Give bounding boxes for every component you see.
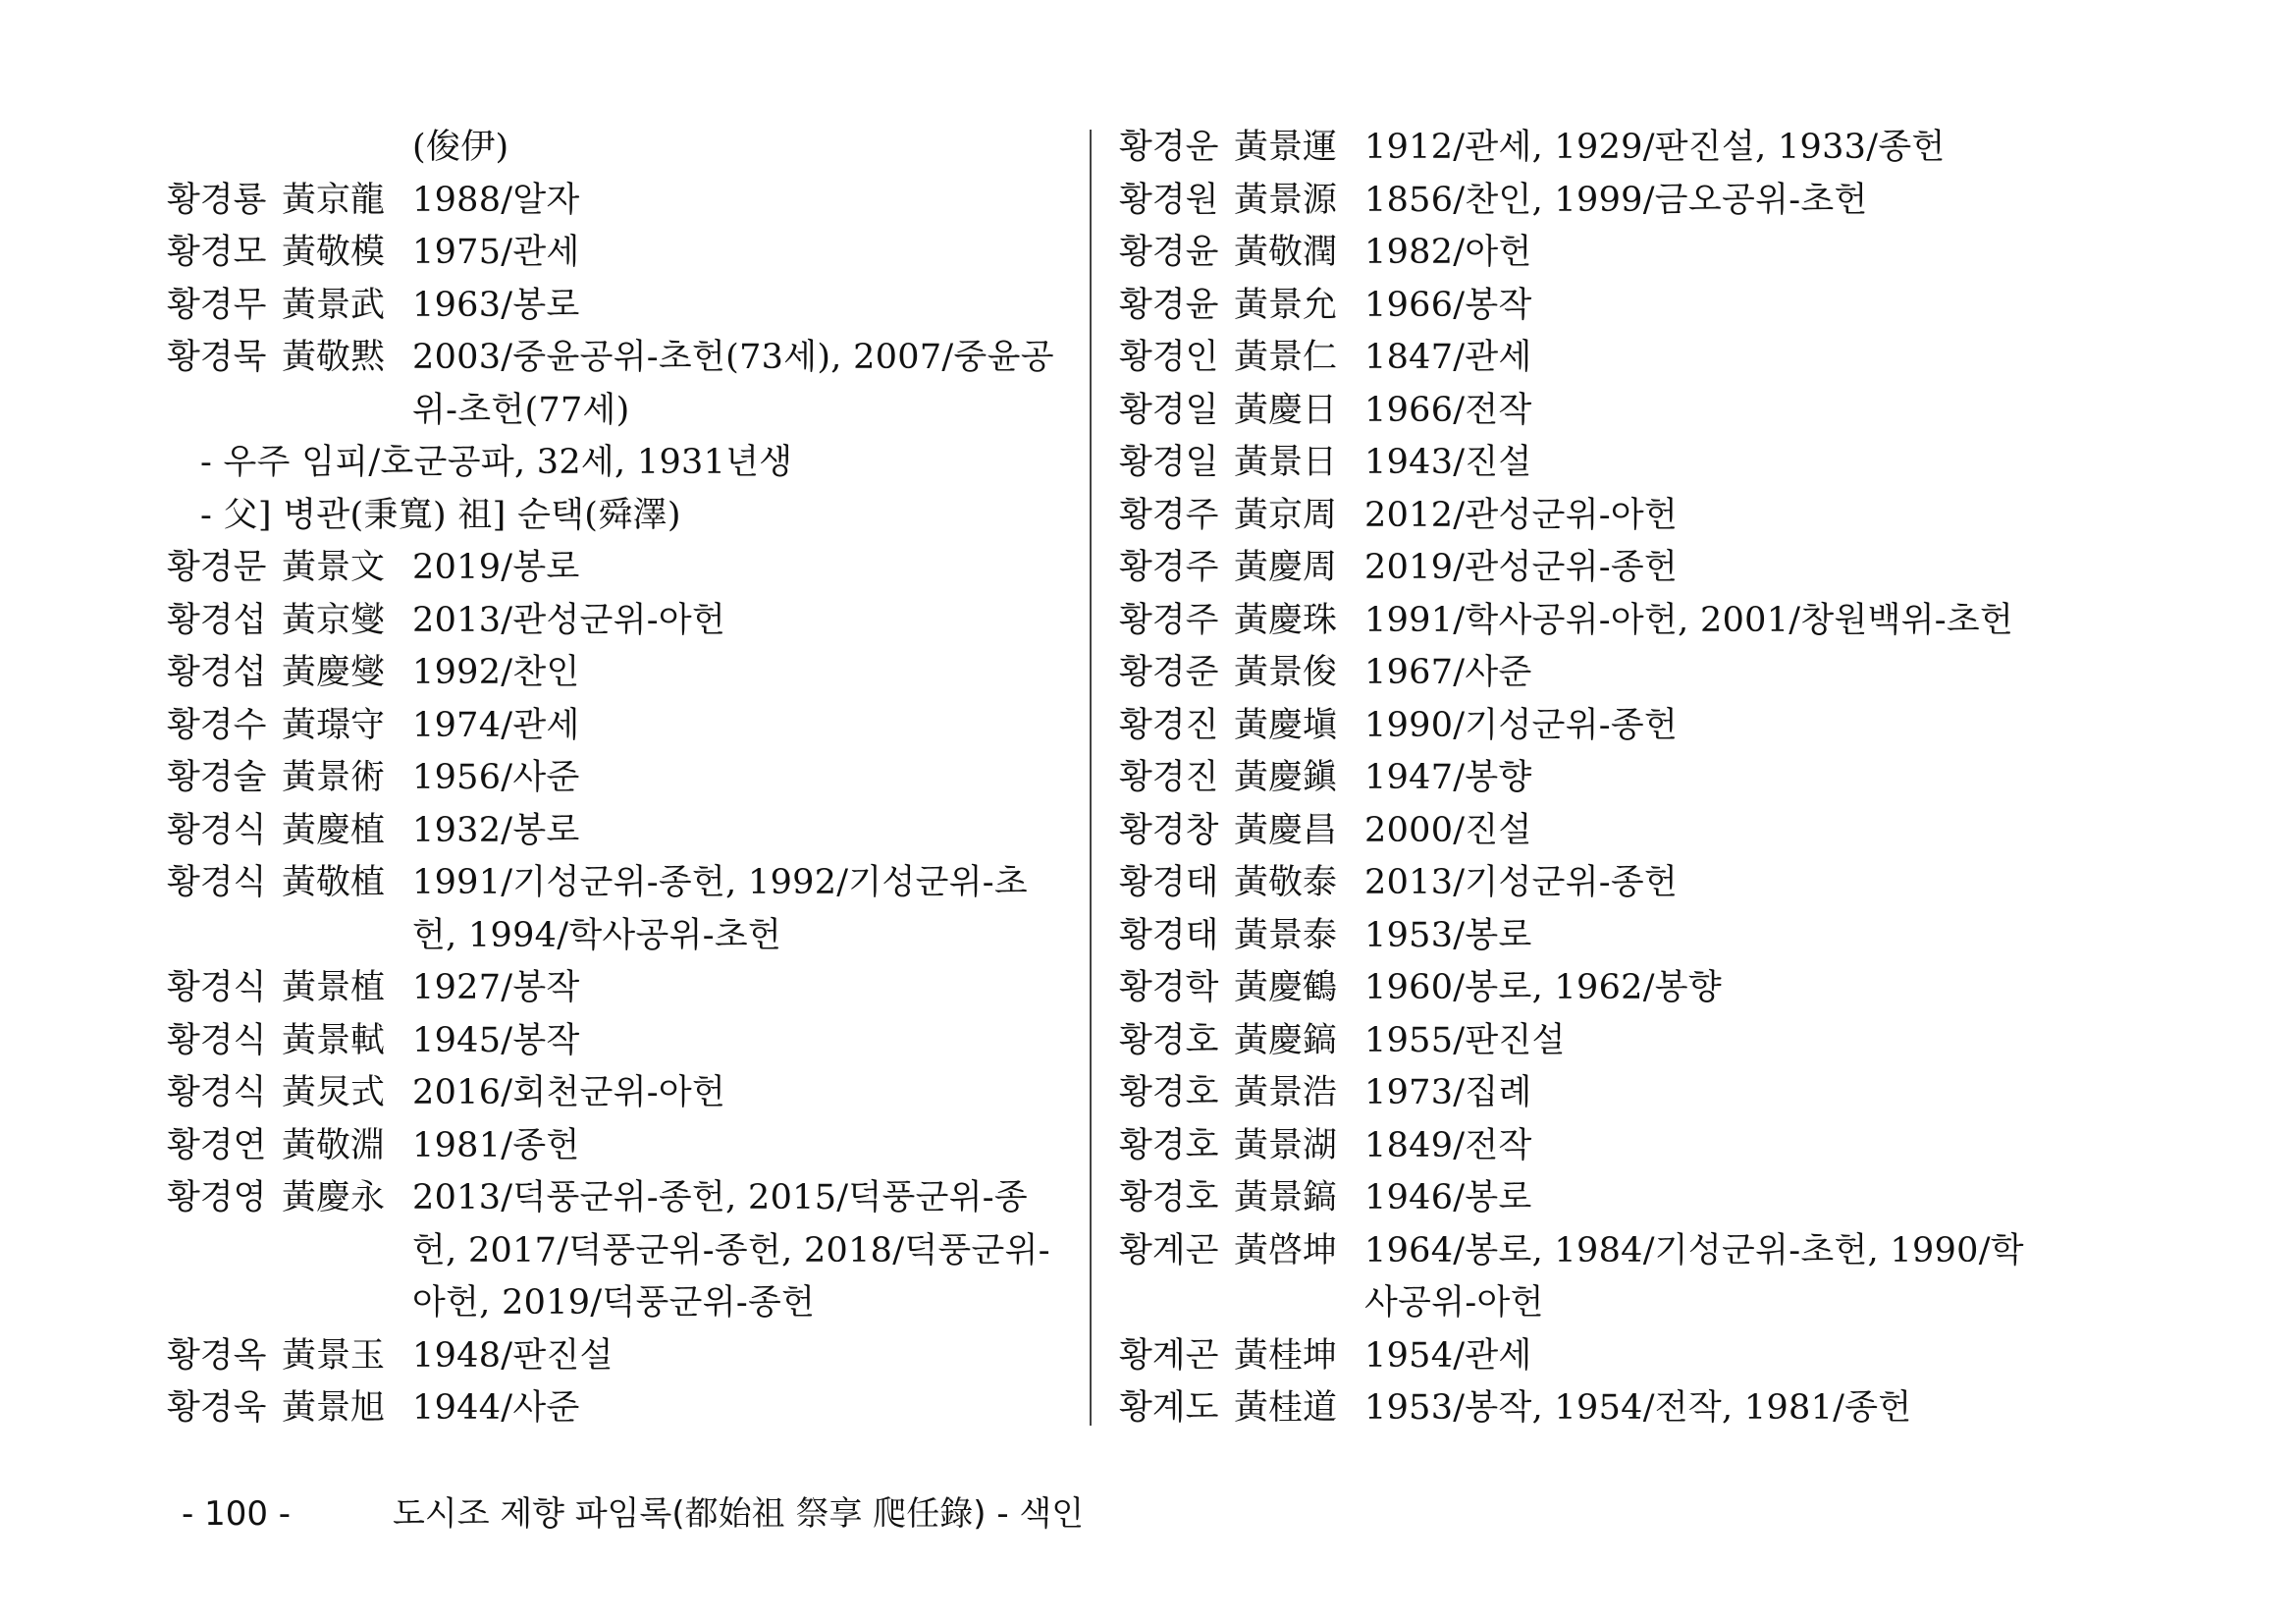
entry-note	[167, 490, 1070, 543]
entry-continuation	[167, 1225, 1070, 1278]
entry-continuation	[167, 1277, 1070, 1330]
index-entry	[167, 227, 1070, 280]
entry-detail: 헌, 1994/학사공위-초헌	[412, 915, 782, 955]
book-title: 도시조 제향 파임록(都始祖 祭享 爬任錄) - 색인	[393, 1494, 1085, 1534]
index-entry	[1119, 752, 2101, 805]
entry-name: 황경준	[1119, 653, 1219, 692]
entry-name: 황경인	[1119, 338, 1219, 377]
index-entry	[167, 647, 1070, 700]
index-entry	[1119, 1172, 2101, 1225]
index-entry	[167, 595, 1070, 648]
entry-detail: 2012/관성군위-아헌	[1364, 495, 1679, 535]
entry-hanja: 黃景允	[1234, 285, 1338, 325]
entry-name: 황경룡	[167, 180, 267, 220]
entry-detail: 1991/기성군위-종헌, 1992/기성군위-초	[412, 863, 1029, 902]
entry-hanja: 黃景日	[1234, 443, 1338, 482]
index-entry	[1119, 175, 2101, 228]
entry-detail: 1973/집례	[1364, 1073, 1532, 1112]
index-entry	[167, 1330, 1070, 1383]
entry-detail: 1849/전작	[1364, 1125, 1532, 1165]
entry-hanja: 黃景軾	[282, 1020, 386, 1060]
index-entry	[1119, 1015, 2101, 1068]
entry-detail: 1974/관세	[412, 705, 580, 745]
entry-name: 황경영	[167, 1178, 267, 1217]
index-entry	[1119, 700, 2101, 753]
index-entry	[1119, 490, 2101, 543]
entry-detail: 1953/봉작, 1954/전작, 1981/종헌	[1364, 1388, 1912, 1428]
entry-name: 황경식	[167, 968, 267, 1007]
entry-detail: 1856/찬인, 1999/금오공위-초헌	[1364, 180, 1868, 220]
entry-hanja: 黃敬模	[282, 233, 386, 272]
entry-hanja: 黃敬淵	[282, 1125, 386, 1165]
entry-detail: 1967/사준	[1364, 653, 1532, 692]
entry-detail: 1981/종헌	[412, 1125, 580, 1165]
index-entry	[1119, 1067, 2101, 1120]
entry-detail: 2003/중윤공위-초헌(73세), 2007/중윤공	[412, 338, 1054, 377]
index-entry	[1119, 122, 2101, 175]
entry-name: 황경원	[1119, 180, 1219, 220]
entry-name: 황경학	[1119, 968, 1219, 1007]
entry-detail: 1960/봉로, 1962/봉향	[1364, 968, 1723, 1007]
index-entry	[167, 1172, 1070, 1225]
entry-detail: 1956/사준	[412, 758, 580, 797]
index-entry	[167, 280, 1070, 333]
index-entry	[167, 857, 1070, 910]
entry-hanja: 黃京周	[1234, 495, 1338, 535]
entry-name: 황경진	[1119, 758, 1219, 797]
entry-detail: 사공위-아헌	[1364, 1283, 1544, 1323]
index-entry	[1119, 280, 2101, 333]
entry-detail: (俊伊)	[412, 128, 509, 167]
index-entry	[167, 805, 1070, 858]
entry-name: 황경태	[1119, 915, 1219, 955]
entry-detail: 1946/봉로	[1364, 1178, 1532, 1217]
entry-hanja: 黃慶鶴	[1234, 968, 1338, 1007]
entry-hanja: 黃景仁	[1234, 338, 1338, 377]
entry-detail: 1988/알자	[412, 180, 580, 220]
entry-hanja: 黃景旭	[282, 1388, 386, 1428]
entry-detail: 1932/봉로	[412, 810, 580, 850]
entry-hanja: 黃慶周	[1234, 548, 1338, 587]
entry-hanja: 黃景泰	[1234, 915, 1338, 955]
entry-hanja: 黃敬植	[282, 863, 386, 902]
entry-hanja: 黃慶鎭	[1234, 758, 1338, 797]
entry-hanja: 黃桂道	[1234, 1388, 1338, 1428]
entry-hanja: 黃慶植	[282, 810, 386, 850]
index-entry	[1119, 542, 2101, 595]
entry-name: 황경호	[1119, 1073, 1219, 1112]
entry-name: 황경진	[1119, 705, 1219, 745]
index-entry	[1119, 805, 2101, 858]
entry-hanja: 黃京燮	[282, 600, 386, 640]
entry-detail: 1948/판진설	[412, 1335, 614, 1376]
entry-name: 황계곤	[1119, 1230, 1219, 1270]
entry-detail: 1975/관세	[412, 233, 580, 272]
entry-hanja: 黃慶昌	[1234, 810, 1338, 850]
index-entry	[1119, 437, 2101, 490]
entry-detail: 1991/학사공위-아헌, 2001/창원백위-초헌	[1364, 600, 2014, 640]
entry-continuation	[167, 385, 1070, 438]
entry-hanja: 黃景植	[282, 968, 386, 1007]
entry-name: 황경태	[1119, 863, 1219, 902]
entry-detail: 1966/전작	[1364, 390, 1532, 430]
index-entry	[1119, 332, 2101, 385]
entry-detail: 1947/봉향	[1364, 758, 1532, 797]
entry-detail: - 우주 임피/호군공파, 32세, 1931년생	[200, 443, 793, 482]
index-entry	[167, 752, 1070, 805]
entry-hanja: 黃炅式	[282, 1073, 386, 1112]
index-entry	[167, 962, 1070, 1015]
entry-detail: 1955/판진설	[1364, 1020, 1566, 1060]
index-entry	[167, 1120, 1070, 1173]
entry-name: 황경식	[167, 810, 267, 850]
entry-name: 황경문	[167, 548, 267, 587]
index-entry	[1119, 385, 2101, 438]
entry-name: 황경윤	[1119, 233, 1219, 272]
entry-detail: 1982/아헌	[1364, 233, 1532, 272]
entry-detail: 1953/봉로	[1364, 915, 1532, 955]
entry-detail: 2016/회천군위-아헌	[412, 1073, 726, 1112]
entry-name: 황경창	[1119, 810, 1219, 850]
index-entry	[167, 1382, 1070, 1435]
entry-name: 황계도	[1119, 1388, 1219, 1428]
entry-name: 황경주	[1119, 548, 1219, 587]
entry-detail: 헌, 2017/덕풍군위-종헌, 2018/덕풍군위-	[412, 1230, 1050, 1270]
entry-name: 황경주	[1119, 600, 1219, 640]
entry-name: 황경묵	[167, 338, 267, 377]
entry-detail: - 父] 병관(秉寬) 祖] 순택(舜澤)	[200, 495, 681, 535]
entry-name: 황경호	[1119, 1125, 1219, 1165]
index-entry	[1119, 1330, 2101, 1383]
entry-detail: 1963/봉로	[412, 285, 580, 325]
index-entry	[167, 1015, 1070, 1068]
index-entry	[1119, 647, 2101, 700]
entry-name: 황경일	[1119, 443, 1219, 482]
entry-hanja: 黃京龍	[282, 180, 386, 220]
entry-hanja: 黃景術	[282, 758, 386, 797]
index-entry	[167, 700, 1070, 753]
entry-detail: 1944/사준	[412, 1388, 580, 1428]
entry-detail: 1912/관세, 1929/판진설, 1933/종헌	[1364, 128, 1946, 167]
entry-name: 황경모	[167, 233, 267, 272]
entry-name: 황계곤	[1119, 1335, 1219, 1376]
entry-hanja: 黃景文	[282, 548, 386, 587]
entry-name: 황경호	[1119, 1178, 1219, 1217]
entry-hanja: 黃慶燮	[282, 653, 386, 692]
entry-hanja: 黃景玉	[282, 1335, 386, 1376]
index-entry	[167, 175, 1070, 228]
entry-continuation	[1119, 1277, 2101, 1330]
entry-hanja: 黃璟守	[282, 705, 386, 745]
entry-name: 황경무	[167, 285, 267, 325]
entry-detail: 2019/봉로	[412, 548, 580, 587]
entry-detail: 1992/찬인	[412, 653, 580, 692]
entry-detail: 2013/기성군위-종헌	[1364, 863, 1679, 902]
entry-detail: 2019/관성군위-종헌	[1364, 548, 1679, 587]
entry-name: 황경운	[1119, 128, 1219, 167]
entry-name: 황경식	[167, 1073, 267, 1112]
entry-detail: 1964/봉로, 1984/기성군위-초헌, 1990/학	[1364, 1230, 2024, 1270]
index-entry	[1119, 1120, 2101, 1173]
entry-name: 황경옥	[167, 1335, 267, 1376]
entry-detail: 1966/봉작	[1364, 285, 1532, 325]
entry-hanja: 黃慶永	[282, 1178, 386, 1217]
entry-detail: 1954/관세	[1364, 1335, 1532, 1376]
entry-detail: 1990/기성군위-종헌	[1364, 705, 1679, 745]
index-entry	[167, 332, 1070, 385]
entry-hanja: 黃景運	[1234, 128, 1338, 167]
index-entry	[1119, 857, 2101, 910]
entry-hanja: 黃景武	[282, 285, 386, 325]
entry-detail: 2013/덕풍군위-종헌, 2015/덕풍군위-종	[412, 1178, 1029, 1217]
entry-name: 황경섭	[167, 600, 267, 640]
entry-detail: 위-초헌(77세)	[412, 390, 630, 430]
entry-hanja: 黃慶塡	[1234, 705, 1338, 745]
entry-hanja: 黃景浩	[1234, 1073, 1338, 1112]
entry-hanja: 黃慶日	[1234, 390, 1338, 430]
entry-continuation	[167, 122, 1070, 175]
entry-hanja: 黃敬潤	[1234, 233, 1338, 272]
index-entry	[1119, 1382, 2101, 1435]
entry-note	[167, 437, 1070, 490]
entry-hanja: 黃桂坤	[1234, 1335, 1338, 1376]
index-entry	[167, 1067, 1070, 1120]
index-entry	[1119, 962, 2101, 1015]
entry-name: 황경윤	[1119, 285, 1219, 325]
entry-detail: 1927/봉작	[412, 968, 580, 1007]
entry-name: 황경연	[167, 1125, 267, 1165]
entry-hanja: 黃景俊	[1234, 653, 1338, 692]
entry-hanja: 黃敬黙	[282, 338, 386, 377]
index-entry	[1119, 227, 2101, 280]
entry-name: 황경섭	[167, 653, 267, 692]
entry-name: 황경수	[167, 705, 267, 745]
entry-detail: 1945/봉작	[412, 1020, 580, 1060]
entry-name: 황경주	[1119, 495, 1219, 535]
index-entry	[1119, 595, 2101, 648]
entry-hanja: 黃敬泰	[1234, 863, 1338, 902]
entry-name: 황경일	[1119, 390, 1219, 430]
entry-hanja: 黃景源	[1234, 180, 1338, 220]
entry-detail: 2000/진설	[1364, 810, 1532, 850]
entry-name: 황경욱	[167, 1388, 267, 1428]
entry-name: 황경식	[167, 863, 267, 902]
entry-hanja: 黃慶珠	[1234, 600, 1338, 640]
page-number: - 100 -	[182, 1494, 292, 1534]
entry-name: 황경호	[1119, 1020, 1219, 1060]
index-entry	[1119, 1225, 2101, 1278]
column-divider	[1090, 130, 1092, 1426]
page-footer	[182, 1492, 1084, 1536]
entry-continuation	[167, 910, 1070, 963]
entry-hanja: 黃景湖	[1234, 1125, 1338, 1165]
right-column	[1119, 122, 2101, 1435]
index-entry	[167, 542, 1070, 595]
entry-hanja: 黃慶鎬	[1234, 1020, 1338, 1060]
entry-detail: 2013/관성군위-아헌	[412, 600, 726, 640]
index-entry	[1119, 910, 2101, 963]
entry-hanja: 黃啓坤	[1234, 1230, 1338, 1270]
entry-hanja: 黃景鎬	[1234, 1178, 1338, 1217]
left-column	[167, 122, 1070, 1435]
entry-detail: 1943/진설	[1364, 443, 1532, 482]
entry-name: 황경식	[167, 1020, 267, 1060]
entry-detail: 1847/관세	[1364, 338, 1532, 377]
entry-detail: 아헌, 2019/덕풍군위-종헌	[412, 1283, 816, 1323]
entry-name: 황경술	[167, 758, 267, 797]
